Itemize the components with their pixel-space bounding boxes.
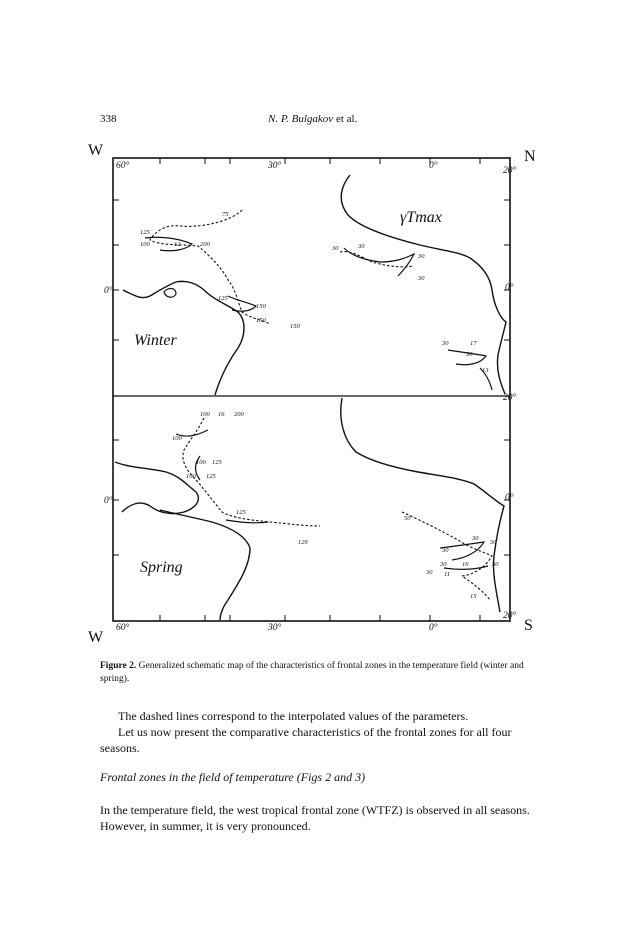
spring-value: 200 bbox=[234, 411, 244, 418]
tick-top-60: 60° bbox=[116, 161, 130, 171]
winter-value: 13 bbox=[482, 367, 489, 374]
compass-west-top: W bbox=[88, 142, 104, 159]
winter-value: 30 bbox=[358, 243, 365, 250]
spring-coast-america bbox=[115, 462, 250, 620]
tick-bottom-20: 20° bbox=[503, 611, 517, 621]
winter-value: 30 bbox=[466, 351, 473, 358]
winter-value: 150 bbox=[256, 317, 266, 324]
winter-value: 17 bbox=[470, 340, 477, 347]
winter-value: 150 bbox=[256, 303, 266, 310]
winter-value: 30 bbox=[442, 340, 449, 347]
winter-value: 12 bbox=[174, 241, 181, 248]
winter-coast-africa bbox=[341, 175, 506, 394]
paragraph-wtfz: In the temperature field, the west tropical frontal zone (WTFZ) is observed in all seasons. However, in summer, it is very pronounced. bbox=[100, 803, 530, 833]
spring-value: 125 bbox=[212, 459, 222, 466]
running-header-authors: N. P. Bulgakov bbox=[268, 113, 334, 125]
winter-value: 200 bbox=[200, 241, 210, 248]
winter-front-east-solid bbox=[344, 248, 414, 276]
spring-value: 100 bbox=[200, 411, 210, 418]
compass-south: S bbox=[524, 617, 533, 634]
tick-left-0-winter: 0° bbox=[104, 286, 113, 296]
winter-value: 30 bbox=[418, 253, 425, 260]
figure-caption-text: Generalized schematic map of the characteristics of frontal zones in the temperature field (winter and spring). bbox=[100, 661, 524, 684]
winter-value: 125 bbox=[140, 229, 150, 236]
spring-value: 50 bbox=[404, 515, 411, 522]
spring-value: 30 bbox=[440, 561, 447, 568]
winter-front-west-dashed bbox=[150, 210, 270, 324]
spring-value: 125 bbox=[236, 509, 246, 516]
spring-value: 30 bbox=[490, 539, 497, 546]
side-ticks bbox=[113, 200, 510, 555]
winter-value: 30 bbox=[332, 245, 339, 252]
bottom-ticks bbox=[160, 615, 480, 621]
compass-north: N bbox=[524, 148, 536, 165]
winter-island bbox=[164, 288, 176, 297]
panel-label-winter: Winter bbox=[134, 332, 177, 349]
compass-west-bottom: W bbox=[88, 629, 104, 646]
spring-value: 16 bbox=[218, 411, 225, 418]
spring-value: 30 bbox=[492, 561, 499, 568]
paragraph-dashed-lines: The dashed lines correspond to the interpolated values of the parameters. bbox=[118, 709, 469, 723]
map-frame bbox=[113, 158, 510, 621]
spring-value: 30 bbox=[472, 535, 479, 542]
section-heading: Frontal zones in the field of temperature (Figs 2 and 3) bbox=[100, 770, 366, 784]
spring-value: 100 bbox=[172, 435, 182, 442]
figure-caption-label: Figure 2. bbox=[100, 661, 137, 671]
spring-value: 16 bbox=[462, 561, 469, 568]
tick-bottom-0: 0° bbox=[429, 623, 438, 633]
spring-value: 11 bbox=[444, 571, 451, 578]
running-header-etal: et al. bbox=[335, 113, 358, 125]
spring-value: 100 bbox=[186, 473, 196, 480]
spring-value: 15 bbox=[470, 593, 477, 600]
tick-right-0-winter: 0° bbox=[505, 283, 514, 293]
winter-value: 30 bbox=[418, 275, 425, 282]
spring-value: 30 bbox=[426, 569, 433, 576]
spring-front-east-dashed bbox=[402, 512, 492, 600]
spring-value: 125 bbox=[206, 473, 216, 480]
spring-coast-africa bbox=[341, 398, 504, 612]
panel-label-spring: Spring bbox=[140, 559, 183, 576]
figure-caption bbox=[100, 660, 540, 686]
spring-value: 126 bbox=[298, 539, 308, 546]
winter-value: 75 bbox=[222, 211, 229, 218]
tick-bottom-30: 30° bbox=[268, 623, 282, 633]
tick-bottom-60: 60° bbox=[116, 623, 130, 633]
page-number: 338 bbox=[100, 113, 117, 125]
spring-front-west-dashed bbox=[183, 418, 320, 526]
winter-value: 150 bbox=[290, 323, 300, 330]
tick-right-0-spring: 0° bbox=[505, 493, 514, 503]
winter-value: 100 bbox=[140, 241, 150, 248]
tick-top-0: 0° bbox=[429, 161, 438, 171]
tick-right-20: 20° bbox=[503, 393, 517, 403]
parameter-symbol: γTmax bbox=[400, 209, 442, 226]
spring-value: 30 bbox=[442, 547, 449, 554]
paragraph-comparative: Let us now present the comparative characteristics of the frontal zones for all four seasons. bbox=[100, 725, 512, 755]
tick-left-0-spring: 0° bbox=[104, 496, 113, 506]
tick-top-20: 20° bbox=[503, 166, 517, 176]
tick-top-30: 30° bbox=[268, 161, 282, 171]
winter-value: 125 bbox=[218, 295, 228, 302]
spring-value: 100 bbox=[196, 459, 206, 466]
winter-front-west-solid bbox=[145, 237, 192, 251]
